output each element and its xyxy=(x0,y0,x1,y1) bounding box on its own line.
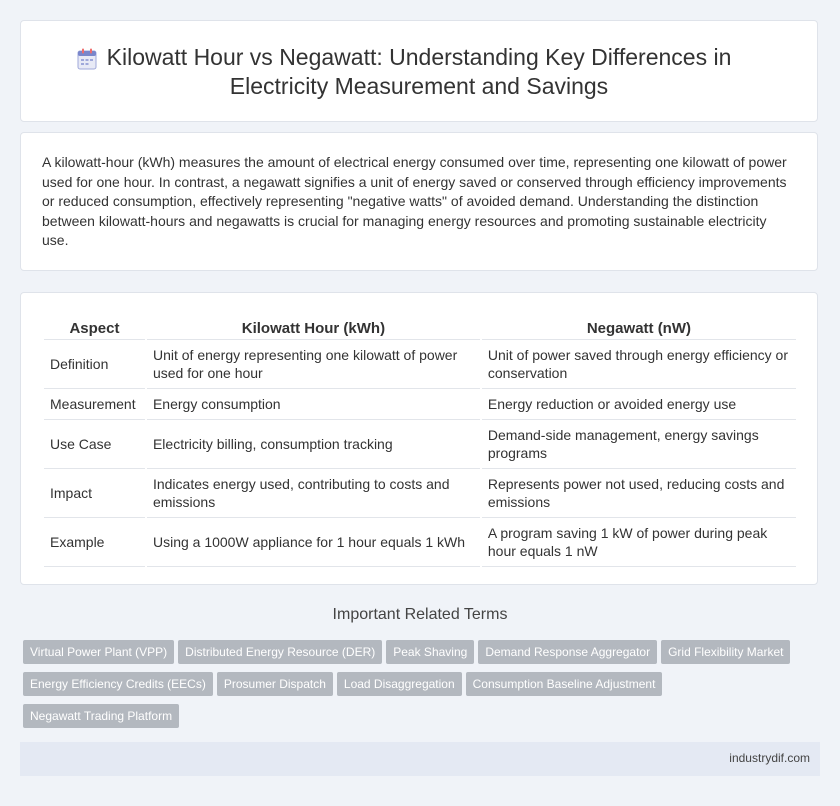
cell-aspect: Definition xyxy=(44,340,145,389)
footer xyxy=(20,742,820,776)
tag-demand-response-aggregator[interactable]: Demand Response Aggregator xyxy=(478,640,657,664)
related-terms-list xyxy=(23,640,803,736)
cell-aspect: Measurement xyxy=(44,389,145,420)
tag-prosumer-dispatch[interactable]: Prosumer Dispatch xyxy=(217,672,333,696)
comparison-table xyxy=(42,315,798,567)
cell-nw: Represents power not used, reducing costs and emissions xyxy=(482,469,796,518)
tag-load-disaggregation[interactable]: Load Disaggregation xyxy=(337,672,462,696)
cell-aspect: Impact xyxy=(44,469,145,518)
header-nw: Negawatt (nW) xyxy=(482,315,796,340)
table-header-row xyxy=(44,315,796,340)
tag-energy-efficiency-credits[interactable]: Energy Efficiency Credits (EECs) xyxy=(23,672,213,696)
intro-paragraph: A kilowatt-hour (kWh) measures the amount of electrical energy consumed over time, representing one kilowatt of power used for one hour. In contrast, a negawatt signifies a unit of energy saved or conserved through efficiency improvements or reduced consumption, effectively representing "negative watts" of avoided demand. Understanding the distinction between kilowatt-hours and negawatts is crucial for managing energy resources and promoting sustainable electricity use. xyxy=(42,154,787,248)
page-title: Kilowatt Hour vs Negawatt: Understanding Key Differences in Electricity Measurement and Savings xyxy=(106,44,732,99)
table-row xyxy=(44,518,796,567)
header-kwh: Kilowatt Hour (kWh) xyxy=(147,315,480,340)
cell-nw: Energy reduction or avoided energy use xyxy=(482,389,796,420)
tag-virtual-power-plant[interactable]: Virtual Power Plant (VPP) xyxy=(23,640,174,664)
cell-kwh: Electricity billing, consumption tracking xyxy=(147,420,480,469)
table-row xyxy=(44,469,796,518)
footer-site-link[interactable]: industrydif.com xyxy=(729,751,810,765)
tag-peak-shaving[interactable]: Peak Shaving xyxy=(386,640,474,664)
table-row xyxy=(44,389,796,420)
tag-consumption-baseline-adjustment[interactable]: Consumption Baseline Adjustment xyxy=(466,672,663,696)
cell-aspect: Use Case xyxy=(44,420,145,469)
tag-grid-flexibility-market[interactable]: Grid Flexibility Market xyxy=(661,640,790,664)
cell-aspect: Example xyxy=(44,518,145,567)
tag-negawatt-trading-platform[interactable]: Negawatt Trading Platform xyxy=(23,704,179,728)
table-row xyxy=(44,420,796,469)
cell-kwh: Indicates energy used, contributing to costs and emissions xyxy=(147,469,480,518)
title-card xyxy=(20,20,818,122)
header-aspect: Aspect xyxy=(44,315,145,340)
cell-kwh: Energy consumption xyxy=(147,389,480,420)
cell-kwh: Using a 1000W appliance for 1 hour equals 1 kWh xyxy=(147,518,480,567)
cell-kwh: Unit of energy representing one kilowatt of power used for one hour xyxy=(147,340,480,389)
tag-distributed-energy-resource[interactable]: Distributed Energy Resource (DER) xyxy=(178,640,382,664)
table-row xyxy=(44,340,796,389)
intro-card xyxy=(20,132,818,271)
cell-nw: Unit of power saved through energy efficiency or conservation xyxy=(482,340,796,389)
cell-nw: Demand-side management, energy savings programs xyxy=(482,420,796,469)
comparison-table-card xyxy=(20,292,818,585)
related-terms-heading: Important Related Terms xyxy=(332,606,508,623)
cell-nw: A program saving 1 kW of power during peak hour equals 1 nW xyxy=(482,518,796,567)
